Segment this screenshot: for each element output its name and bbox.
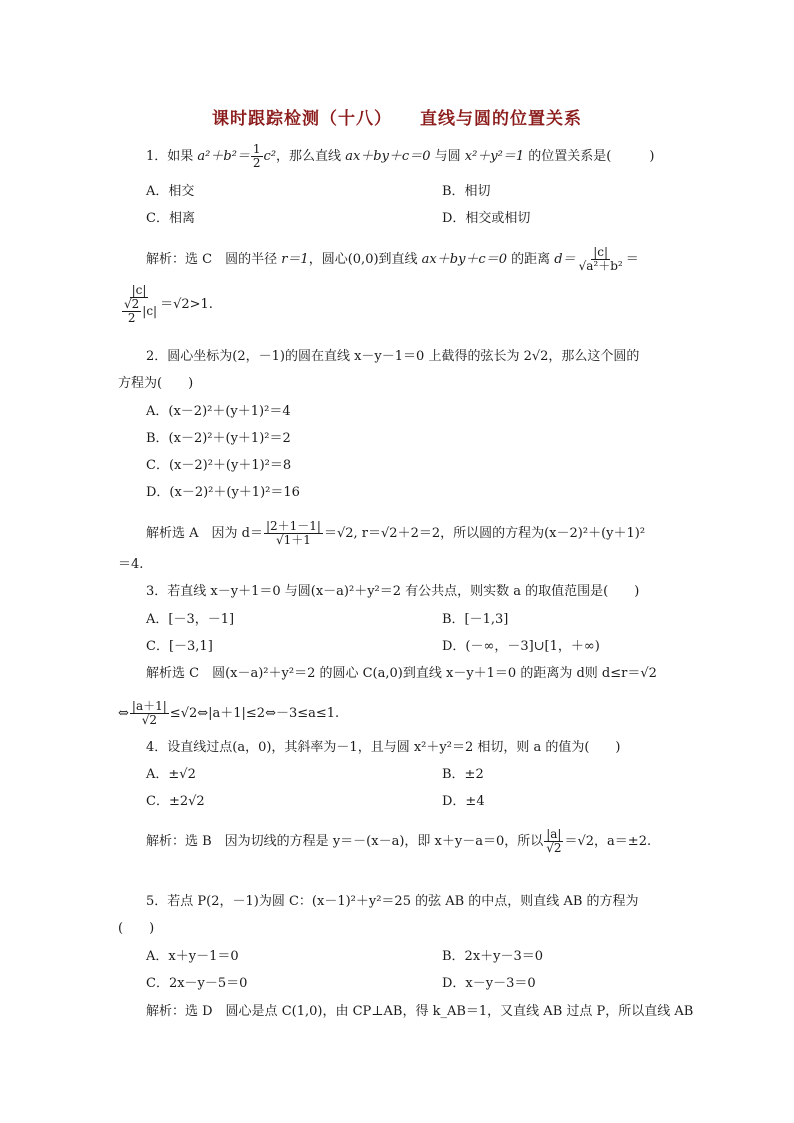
q1-circle-eq: x²＋y²＝1 [464,149,529,164]
q5-option-c: C．2x－y－5＝0 [146,976,248,991]
q1-sol2-inner-den: 2 [127,311,136,325]
q1-sol2-num: |c| [131,283,147,297]
q1-sol-frac-num: |c| [593,245,609,259]
q5-stem-line2: ( ) [118,921,155,936]
q1-sol2-frac [119,284,159,325]
q4-option-a: A．±√2 [146,767,196,782]
q1-sol-frac [577,246,625,273]
q1-sol2-den-tail: |c| [142,304,158,318]
q5-option-b: B．2x＋y－3＝0 [442,949,544,964]
q1-expr1: a²＋b²＝ [197,149,250,164]
q1-sol-b: ，圆心(0,0)到直线 [308,252,422,267]
q5-solution: 解析：选 D 圆心是点 C(1,0)，由 CP⊥AB，得 k_AB＝1，又直线 AB 过点 P，所以直线 AB [146,1004,694,1019]
q4-sol-frac [544,828,563,855]
q4-sol-a: 解析：选 B 因为切线的方程是 y＝－(x－a)，即 x＋y－a＝0，所以 [146,834,544,849]
q5-option-d: D．x－y－3＝0 [442,976,536,991]
title-left: 课时跟踪检测（十八） [212,109,392,129]
q2-option-b: B．(x－2)²＋(y＋1)²＝2 [146,431,291,446]
q1-frac-den: 2 [252,156,261,170]
q4-solution [146,828,651,855]
q2-sol-a: 解析选 A 因为 d＝ [146,526,263,541]
q1-sol-a: 解析：选 C 圆的半径 [146,252,282,267]
q1-option-c: C．相离 [146,211,195,226]
q1-frac [251,143,263,170]
q2-option-d: D．(x－2)²＋(y＋1)²＝16 [146,485,300,500]
q1-stem-b: ，那么直线 [276,149,346,164]
q3-option-b: B．[－1,3] [442,612,509,627]
q3-solution-line1: 解析选 C 圆(x－a)²＋y²＝2 的圆心 C(a,0)到直线 x－y＋1＝0 的距离为 d则 d≤r＝√2 [146,666,657,681]
q1-sol2-inner-frac [122,298,141,325]
q4-sol-den: √2 [546,841,562,855]
q1-sol2-inner-num: √2 [124,297,140,311]
q1-stem-a: 1．如果 [146,149,198,164]
q4-option-c: C．±2√2 [146,794,205,809]
q1-stem-d: 的位置关系是( [528,149,612,164]
q3-option-d: D．(－∞，－3]∪[1，＋∞) [442,639,600,654]
q1-option-b: B．相切 [442,184,491,199]
q2-sol-frac [264,520,323,547]
q1-solution-line2 [118,284,213,325]
q1-sol2-tail: ＝√2>1. [160,297,213,312]
q1-sol2-den [119,298,159,325]
q2-stem-line2: 方程为( ) [118,376,194,391]
q2-solution-line1 [146,520,645,547]
q2-sol-den: √1＋1 [276,533,311,547]
q1-sol-c: 的距离 [506,252,555,267]
q2-option-a: A．(x－2)²＋(y＋1)²＝4 [146,404,291,419]
title-right: 直线与圆的位置关系 [420,109,582,129]
q1-sol-d: d＝ [554,252,576,267]
q2-stem-line1: 2．圆心坐标为(2，－1)的圆在直线 x－y－1＝0 上截得的弦长为 2√2，那么这个圆的 [146,349,640,364]
q1-frac-num: 1 [252,142,261,156]
q5-stem-line1: 5．若点 P(2，－1)为圆 C：(x－1)²＋y²＝25 的弦 AB 的中点，则直线 AB 的方程为 [146,894,639,909]
q4-sol-b: ＝√2，a＝±2. [564,834,652,849]
q1-sol-line: ax＋by＋c＝0 [421,252,507,267]
q1-sol-eq: ＝ [625,252,639,267]
q4-sol-num: |a| [546,827,562,841]
q4-option-d: D．±4 [442,794,485,809]
q3-sol-l2-b: ≤√2⇔|a＋1|≤2⇔－3≤a≤1. [169,706,340,721]
q1-option-a: A．相交 [146,184,195,199]
q2-solution-line2: ＝4. [118,557,144,572]
q3-stem: 3．若直线 x－y＋1＝0 与圆(x－a)²＋y²＝2 有公共点，则实数 a 的取值范围是( ) [146,584,640,599]
page-title [0,104,794,129]
q1-expr1b: c² [263,149,277,164]
q3-solution-line2 [118,700,339,727]
q1-sol-frac-den: a²＋b² [586,259,623,273]
q4-stem: 4．设直线过点(a，0)，其斜率为－1，且与圆 x²＋y²＝2 相切，则 a 的值为( ) [146,740,621,755]
q2-sol-b: ＝√2, r＝√2＋2＝2，所以圆的方程为(x－2)²＋(y＋1)² [323,526,646,541]
q1-stem-c: 与圆 [434,149,465,164]
q1-stem [146,143,654,170]
q1-solution-line1 [146,246,639,273]
q2-option-c: C．(x－2)²＋(y＋1)²＝8 [146,458,292,473]
q1-sol-r: r＝1 [281,252,309,267]
q3-sol-frac [130,700,169,727]
q4-option-b: B．±2 [442,767,484,782]
q3-option-c: C．[－3,1] [146,639,213,654]
q1-option-d: D．相交或相切 [442,211,531,226]
q5-option-a: A．x＋y－1＝0 [146,949,239,964]
q3-option-a: A．[－3，－1] [146,612,235,627]
q1-line-eq: ax＋by＋c＝0 [345,149,435,164]
q2-sol-num: |2＋1－1| [265,519,321,533]
q1-stem-e: ) [649,149,655,164]
q1-sol-frac-den-wrap: √a²＋b² [578,259,623,273]
q3-sol-num: |a＋1| [131,699,167,713]
q3-sol-l2-a: ⇔ [118,706,129,721]
q3-sol-den: √2 [141,713,157,727]
